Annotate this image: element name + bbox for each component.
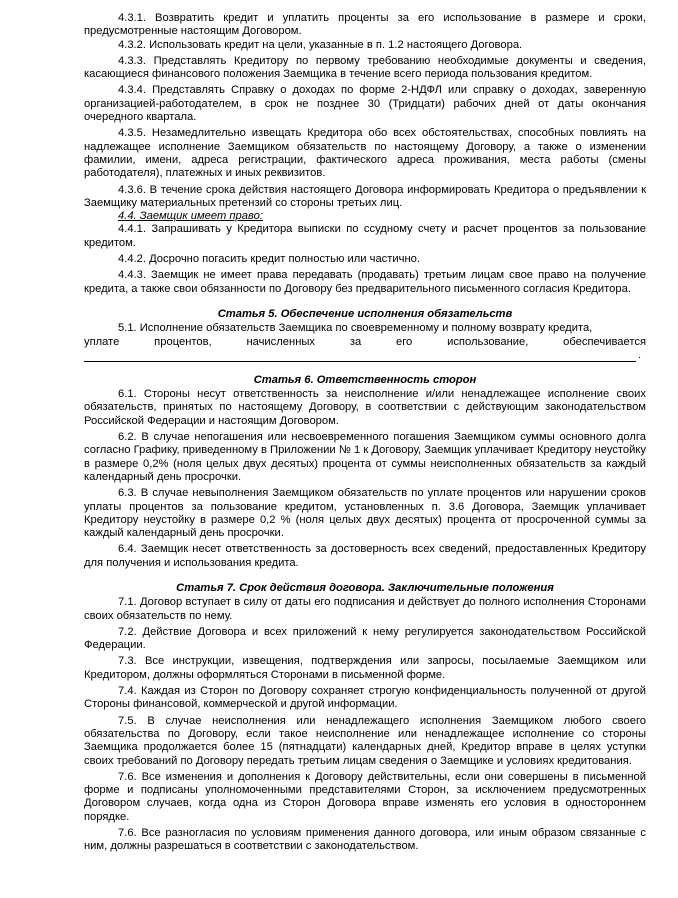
clause-4-3-3: 4.3.3. Представлять Кредитору по первому требованию необходимые документы и сведения, касающиеся финансового положения Заемщика в течение всего периода пользования кредитом.: [84, 54, 646, 81]
clause-6-2: 6.2. В случае непогашения или несвоевременного погашения Заемщиком суммы основного долга согласно Графику, приведенному в Приложении № 1 к Договору, Заемщик уплачивает Кредитору неустойку в размере 0,2% (ноля целых двух десятых) процента от суммы неисполненных обязательств за каждый календарный день просрочки.: [84, 431, 646, 483]
clause-7-3: 7.3. Все инструкции, извещения, подтверждения или запросы, посылаемые Заемщиком или Кредитором, должны оформляться Сторонами в письменной форме.: [84, 655, 646, 681]
clause-5-1-line2: уплате процентов, начисленных за его использование, обеспечивается: [84, 335, 646, 348]
clause-4-4-2: 4.4.2. Досрочно погасить кредит полностью или частично.: [118, 253, 420, 266]
clause-4-4-3: 4.4.3. Заемщик не имеет права передавать (продавать) третьим лицам свое право на получение кредита, а также свои обязанности по Договору без предварительного письменного согласия Кредитора.: [84, 269, 646, 295]
clause-4-3-2: 4.3.2. Использовать кредит на цели, указанные в п. 1.2 настоящего Договора.: [118, 38, 523, 51]
article-7-title: Статья 7. Срок действия договора. Заключительные положения: [176, 581, 554, 594]
clause-4-3-5: 4.3.5. Незамедлительно извещать Кредитора обо всех обстоятельствах, способных повлиять на надлежащее исполнение Заемщиком обязательств по настоящему Договору, а также о изменении фамилии, имени, адреса регистрации, фактического адреса проживания, места работы (смены работодателя), платежных и иных реквизитов.: [84, 127, 646, 180]
blank-period: .: [638, 348, 642, 361]
clause-4-3-6: 4.3.6. В течение срока действия настоящего Договора информировать Кредитора о предъявлении к Заемщику материальных претензий со стороны третьих лиц.: [84, 183, 646, 209]
clause-4-3-1: 4.3.1. Возвратить кредит и уплатить проценты за его использование в размере и сроки, предусмотренные настоящим Договором.: [84, 12, 646, 38]
clause-4-4-1: 4.4.1. Запрашивать у Кредитора выписки по ссудному счету и расчет процентов за пользование кредитом.: [84, 223, 646, 249]
clause-4-3-4: 4.3.4. Представлять Справку о доходах по форме 2-НДФЛ или справку о доходах, заверенную организацией-работодателем, в срок не позднее 30 (Тридцати) рабочих дней от даты окончания очередного квартала.: [84, 84, 646, 124]
document-page: [84, 12, 646, 854]
clause-6-4: 6.4. Заемщик несет ответственность за достоверность всех сведений, предоставленных Кредитору для получения и использования кредита.: [84, 543, 646, 569]
clause-7-6-disputes: 7.6. Все разногласия по условиям применения данного договора, или иным образом связанные с ним, должны разрешаться в соответствии с законодательством.: [84, 827, 646, 853]
clause-4-4-heading: 4.4. Заемщик имеет право:: [118, 210, 263, 223]
clause-7-5: 7.5. В случае неисполнения или ненадлежащего исполнения Заемщиком любого своего обязательства по Договору, если такое неисполнение или ненадлежащее исполнение со стороны Заемщика продолжается более 15 (пятнадцати) календарных дней, Кредитор вправе в целях уступки своих требований по Договору передать третьим лицам сведения о Заемщике и условиях кредитования.: [84, 714, 646, 767]
clause-5-1-line1: 5.1. Исполнение обязательств Заемщика по своевременному и полному возврату кредита,: [118, 322, 593, 335]
clause-7-2: 7.2. Действие Договора и всех приложений к нему регулируется законодательством Российской Федерации.: [84, 625, 646, 652]
clause-7-6-changes: 7.6. Все изменения и дополнения к Договору действительны, если они совершены в письменной форме и подписаны уполномоченными представителями Сторон, за исключением предусмотренных Договором случаев, когда одна из Сторон Договора вправе изменять его условия в одностороннем порядке.: [84, 770, 646, 823]
article-5-title: Статья 5. Обеспечение исполнения обязательств: [217, 307, 513, 320]
clause-7-1: 7.1. Договор вступает в силу от даты его подписания и действует до полного исполнения Сторонами своих обязательств по нему.: [84, 596, 646, 622]
article-6-title: Статья 6. Ответственность сторон: [253, 373, 477, 386]
fill-in-blank: [84, 349, 646, 362]
clause-6-3: 6.3. В случае невыполнения Заемщиком обязательств по уплате процентов или нарушении сроков уплаты процентов за пользование кредитом, установленных п. 3.6 Договора, Заемщик уплачивает Кредитору неустойку в размере 0,2 % (ноля целых двух десятых) процента от просроченной суммы за каждый календарный день просрочки.: [84, 487, 646, 540]
blank-line: [84, 361, 636, 362]
clause-6-1: 6.1. Стороны несут ответственность за неисполнение и/или ненадлежащее исполнение своих обязательств, принятых по настоящему Договору, в соответствии с действующим законодательством Российской Федерации и настоящим Договором.: [84, 388, 646, 427]
clause-7-4: 7.4. Каждая из Сторон по Договору сохраняет строгую конфиденциальность полученной от другой Стороны финансовой, коммерческой и другой информации.: [84, 685, 646, 711]
